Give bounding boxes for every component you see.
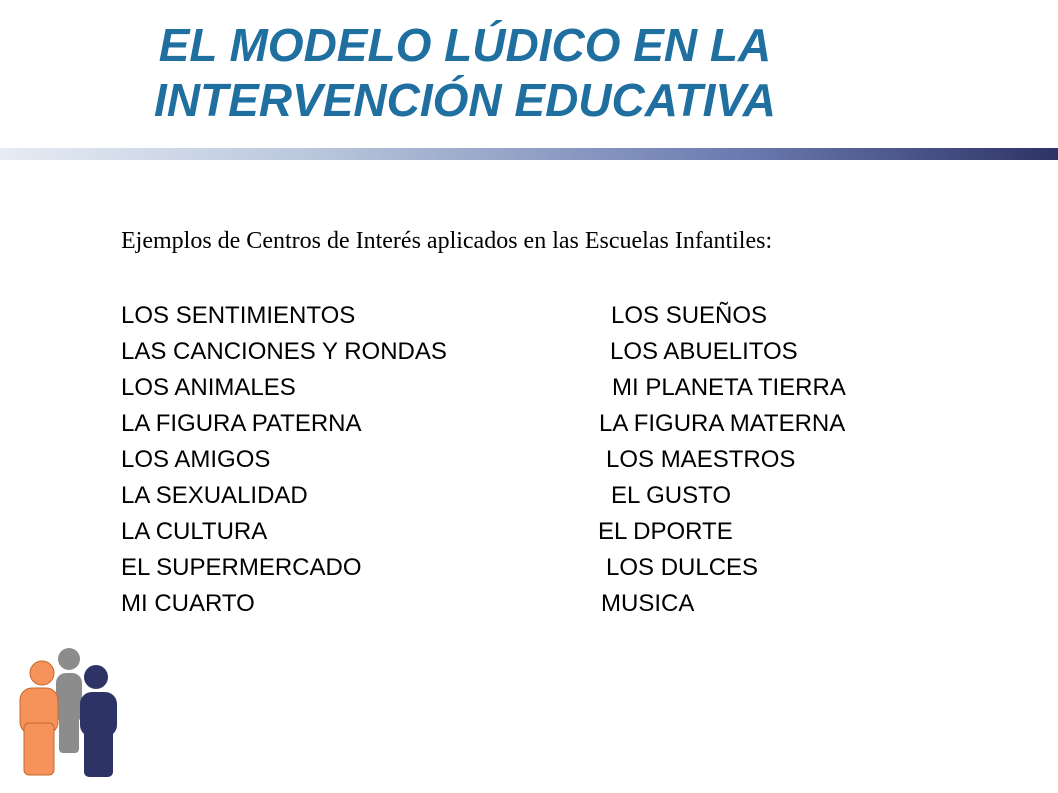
topic-left: LA SEXUALIDAD — [121, 482, 308, 509]
topic-left: MI CUARTO — [121, 590, 255, 617]
topic-row — [121, 586, 981, 622]
topic-row — [121, 406, 981, 442]
topic-right: LA FIGURA MATERNA — [599, 410, 846, 437]
topic-row — [121, 298, 981, 334]
topic-left: EL SUPERMERCADO — [121, 554, 362, 581]
topic-right: MI PLANETA TIERRA — [612, 374, 846, 401]
topic-left: LA CULTURA — [121, 518, 268, 545]
topic-left: LOS AMIGOS — [121, 446, 271, 473]
title-divider — [0, 148, 1058, 160]
topics-list — [121, 298, 981, 622]
slide-title — [0, 18, 930, 128]
topic-left: LA FIGURA PATERNA — [121, 410, 362, 437]
topic-row — [121, 370, 981, 406]
topic-right: LOS ABUELITOS — [610, 338, 798, 365]
title-line-1: EL MODELO LÚDICO EN LA — [158, 19, 772, 71]
topic-left: LAS CANCIONES Y RONDAS — [121, 338, 447, 365]
topic-left: LOS SENTIMIENTOS — [121, 302, 356, 329]
topic-row — [121, 334, 981, 370]
subtitle: Ejemplos de Centros de Interés aplicados en las Escuelas Infantiles: — [121, 228, 773, 254]
topic-right: MUSICA — [601, 590, 695, 617]
topic-right: EL DPORTE — [598, 518, 733, 545]
topic-left: LOS ANIMALES — [121, 374, 296, 401]
topic-right: LOS DULCES — [606, 554, 759, 581]
topic-row — [121, 514, 981, 550]
topic-right: LOS SUEÑOS — [611, 302, 768, 329]
topic-row — [121, 550, 981, 586]
people-group-icon — [12, 645, 122, 780]
topic-right: EL GUSTO — [611, 482, 732, 509]
topic-row — [121, 478, 981, 514]
topic-right: LOS MAESTROS — [606, 446, 796, 473]
title-line-2: INTERVENCIÓN EDUCATIVA — [154, 74, 776, 126]
topic-row — [121, 442, 981, 478]
